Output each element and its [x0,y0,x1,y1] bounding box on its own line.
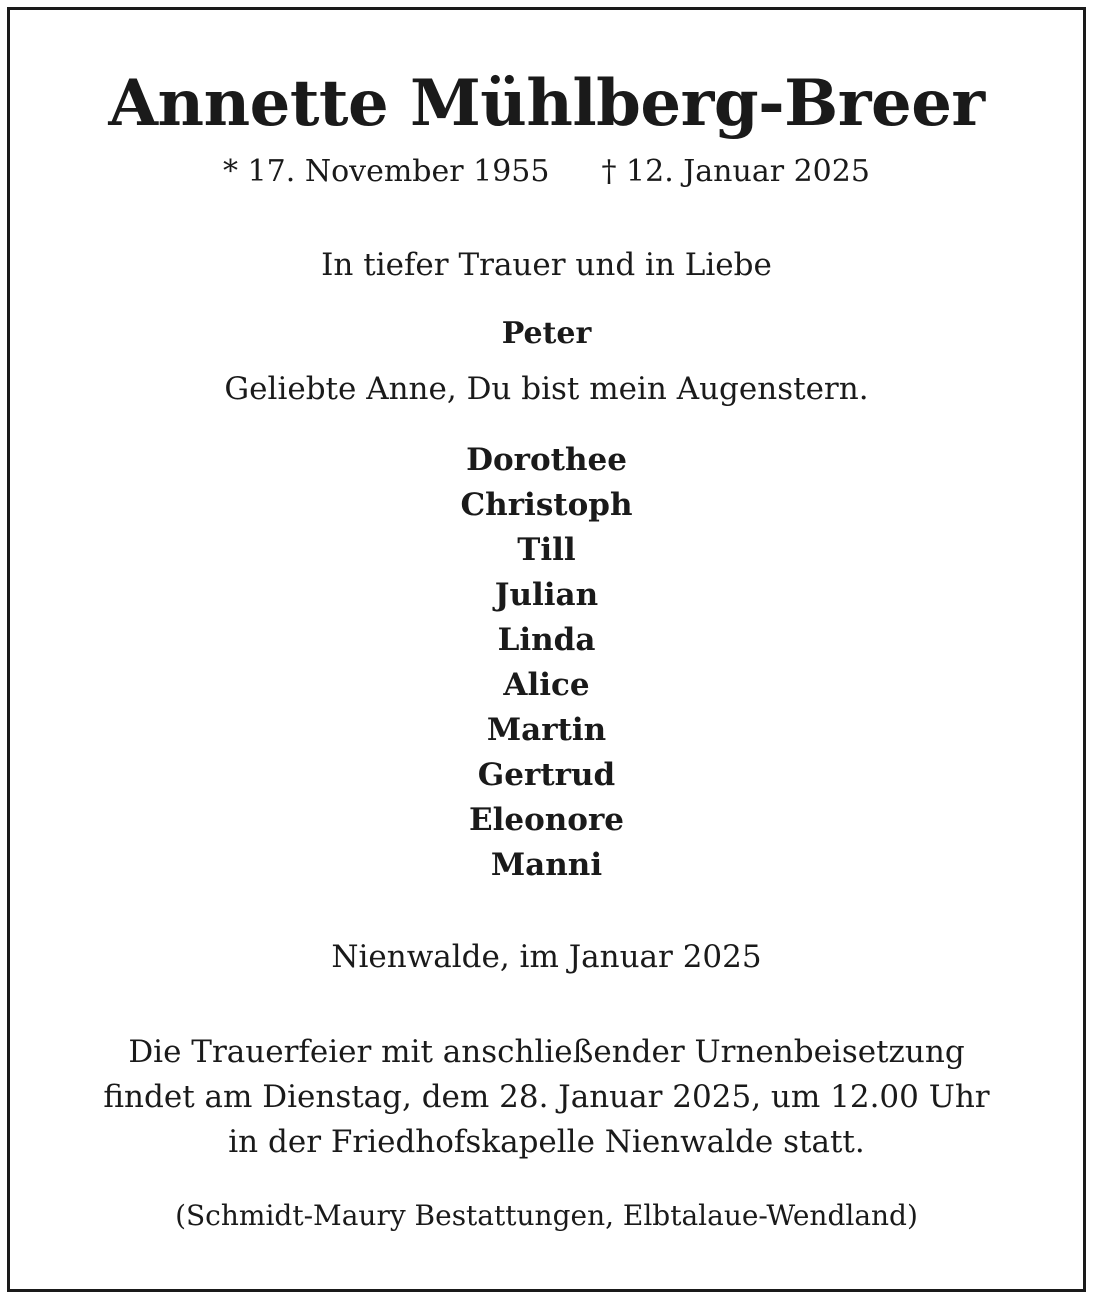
family-member: Dorothee [466,442,627,478]
family-member: Till [517,532,576,568]
life-dates [0,152,1093,192]
family-member: Linda [497,622,596,658]
family-member: Alice [503,667,590,703]
dedication-text: Geliebte Anne, Du bist mein Augenstern. [224,371,869,407]
partner-name: Peter [501,316,592,351]
ceremony-info [0,1030,1093,1165]
ceremony-line: in der Friedhofskapelle Nienwalde statt. [228,1124,865,1160]
ceremony-line: findet am Dienstag, dem 28. Januar 2025, um 12.00 Uhr [103,1079,990,1115]
family-member: Christoph [460,487,633,523]
family-member: Manni [490,847,603,883]
deceased-name: Annette Mühlberg-Breer [108,66,985,141]
ceremony-line: Die Trauerfeier mit anschließender Urnenbeisetzung [128,1034,965,1070]
family-member: Gertrud [477,757,616,793]
family-member: Julian [494,577,599,613]
family-member: Eleonore [468,802,625,838]
mourning-intro: In tiefer Trauer und in Liebe [321,247,772,283]
birth-date: * 17. November 1955 [223,154,550,189]
death-date: † 12. Januar 2025 [601,154,870,189]
place-and-date: Nienwalde, im Januar 2025 [331,939,762,975]
family-member: Martin [486,712,607,748]
undertaker-credit: (Schmidt-Maury Bestattungen, Elbtalaue-Wendland) [175,1199,918,1232]
family-list [0,438,1093,888]
